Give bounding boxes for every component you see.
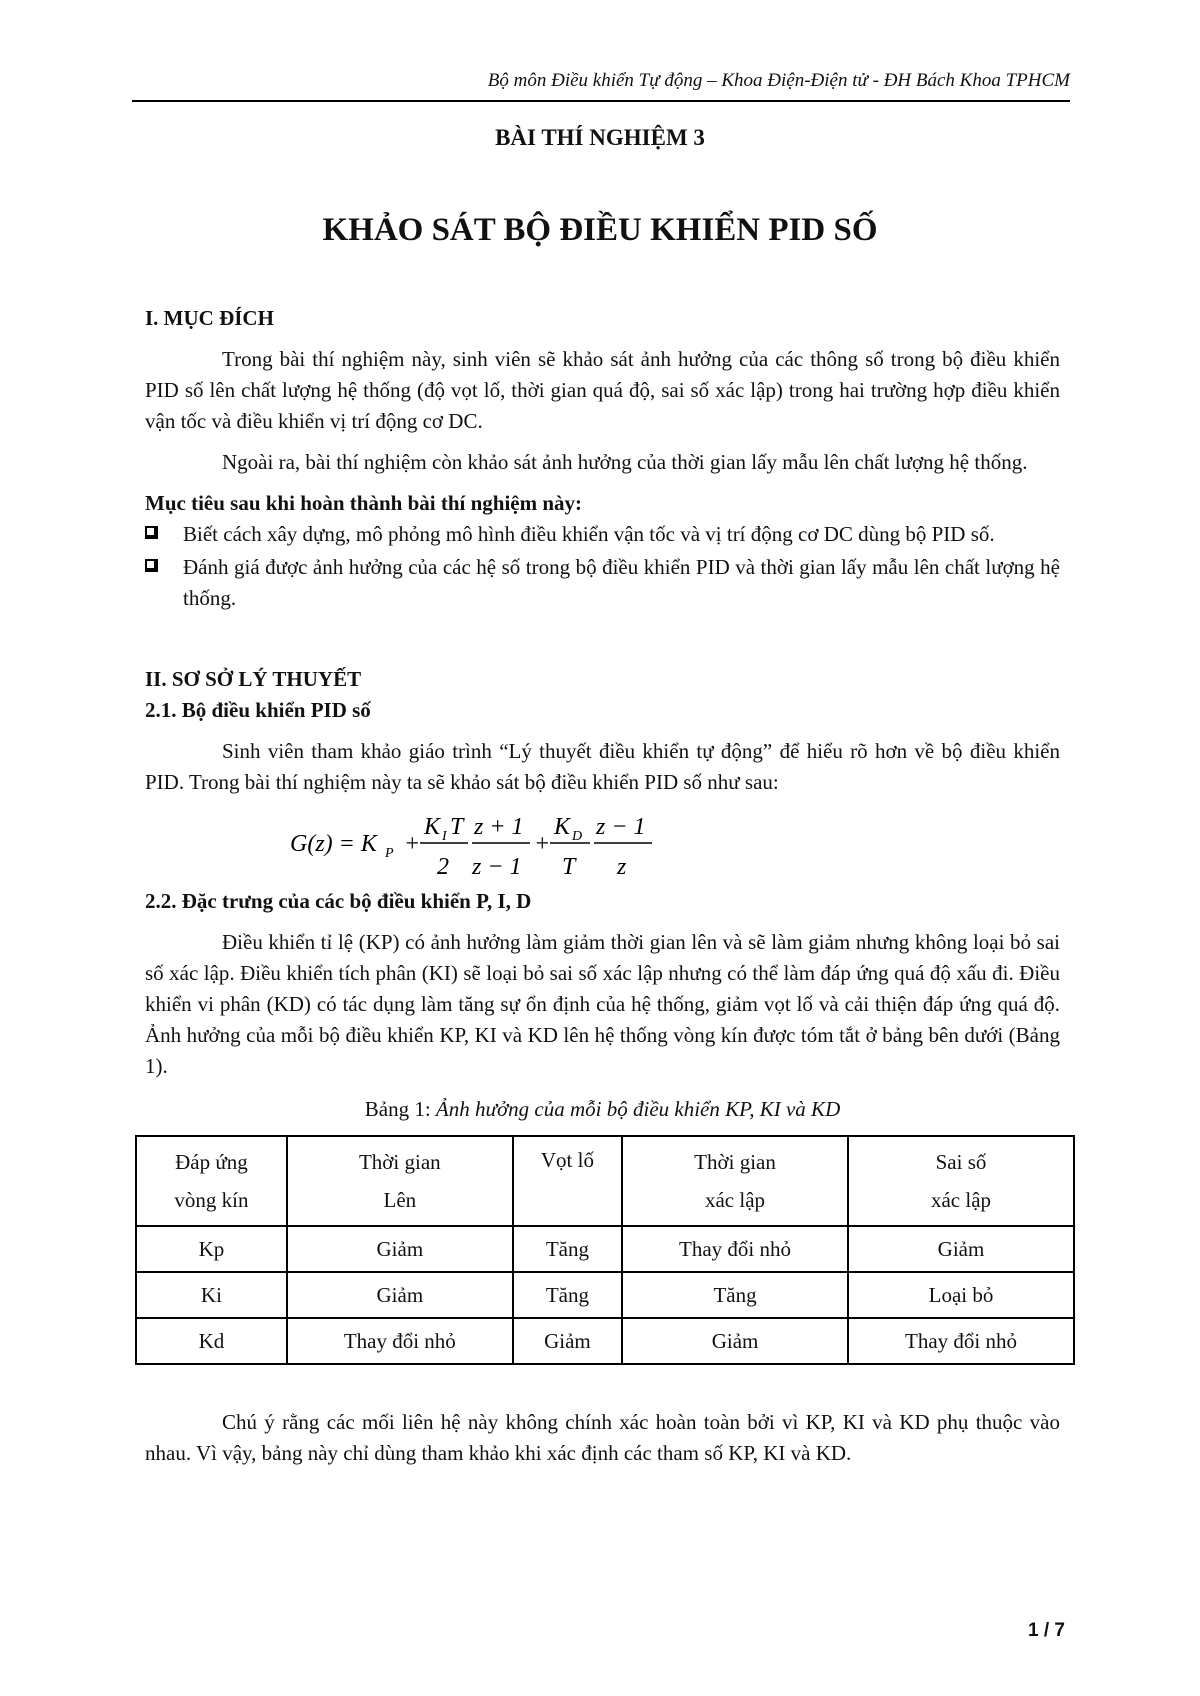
formula-z-minus-1: z − 1 <box>472 854 522 880</box>
table-caption-prefix: Bảng 1: <box>364 1097 436 1121</box>
table-cell: Giảm <box>513 1318 622 1364</box>
formula-kd-sub: D <box>572 829 583 844</box>
pid-formula <box>145 804 1060 882</box>
checkbox-bullet-icon <box>145 526 158 539</box>
table-header-cell: Thời gian Lên <box>287 1136 513 1226</box>
formula-z: z <box>617 854 627 880</box>
table-header-cell: Sai số xác lập <box>848 1136 1074 1226</box>
subsection-2-2-heading: 2.2. Đặc trưng của các bộ điều khiển P, I, D <box>145 889 532 913</box>
table-cell: Kd <box>136 1318 287 1364</box>
table-header-row <box>136 1136 1074 1226</box>
table-cell: Thay đổi nhỏ <box>622 1226 848 1272</box>
header-rule <box>132 100 1070 102</box>
subsection-2-1-heading: 2.1. Bộ điều khiển PID số <box>145 698 371 722</box>
document-body <box>145 303 1060 1469</box>
formula-plus-1: + <box>404 831 421 857</box>
table-note: Chú ý rằng các mối liên hệ này không chính xác hoàn toàn bởi vì KP, KI và KD phụ thuộc vào nhau. Vì vậy, bảng này chỉ dùng tham khảo khi xác định các tham số KP, KI và KD. <box>145 1410 1060 1465</box>
formula-ki: K <box>424 814 441 840</box>
formula-t-den: T <box>562 854 576 880</box>
table-row <box>136 1226 1074 1272</box>
objective-text: Đánh giá được ảnh hưởng của các hệ số trong bộ điều khiển PID và thời gian lấy mẫu lên chất lượng hệ thống. <box>183 555 1060 610</box>
formula-ki-sub: I <box>442 829 447 844</box>
table-cell: Kp <box>136 1226 287 1272</box>
section-1-heading: I. MỤC ĐÍCH <box>145 306 274 330</box>
page-header: Bộ môn Điều khiển Tự động – Khoa Điện-Điện tử - ĐH Bách Khoa TPHCM <box>487 70 1070 91</box>
table-cell: Tăng <box>513 1272 622 1318</box>
table-header-cell: Đáp ứng vòng kín <box>136 1136 287 1226</box>
table-cell: Giảm <box>622 1318 848 1364</box>
table-cell: Loại bỏ <box>848 1272 1074 1318</box>
subsection-2-1-paragraph: Sinh viên tham khảo giáo trình “Lý thuyết điều khiển tự động” để hiểu rõ hơn về bộ điều khiển PID. Trong bài thí nghiệm này ta sẽ khảo sát bộ điều khiển PID số như sau: <box>145 739 1060 794</box>
table-cell: Giảm <box>848 1226 1074 1272</box>
table-cell: Ki <box>136 1272 287 1318</box>
formula-lhs: G(z) = K <box>290 831 377 857</box>
pid-effects-table <box>135 1135 1075 1365</box>
formula-kp-sub: P <box>385 846 394 861</box>
objectives-list <box>145 519 1060 614</box>
formula-two: 2 <box>437 854 449 880</box>
table-header-cell: Vọt lố <box>513 1136 622 1226</box>
checkbox-bullet-icon <box>145 559 158 572</box>
table-cell: Thay đổi nhỏ <box>287 1318 513 1364</box>
table-cell: Tăng <box>622 1272 848 1318</box>
subsection-2-2-paragraph: Điều khiển tỉ lệ (KP) có ảnh hưởng làm giảm thời gian lên và sẽ làm giảm nhưng không loại bỏ sai số xác lập. Điều khiển tích phân (KI) sẽ loại bỏ sai số xác lập nhưng có thể làm đáp ứng quá độ xấu đi. Điều khiển vi phân (KD) có tác dụng làm tăng sự ổn định của hệ thống, giảm vọt lố và cải thiện đáp ứng quá độ. Ảnh hưởng của mỗi bộ điều khiển KP, KI và KD lên hệ thống vòng kín được tóm tắt ở bảng bên dưới (Bảng 1). <box>145 930 1060 1078</box>
objective-item <box>145 519 1060 550</box>
table-cell: Giảm <box>287 1226 513 1272</box>
table-row <box>136 1318 1074 1364</box>
formula-z-plus-1: z + 1 <box>474 814 524 840</box>
pid-formula-svg <box>290 804 810 882</box>
table-row <box>136 1272 1074 1318</box>
section-2-heading: II. SƠ SỞ LÝ THUYẾT <box>145 667 362 691</box>
objective-item <box>145 552 1060 614</box>
table-header-cell: Thời gian xác lập <box>622 1136 848 1226</box>
table-cell: Tăng <box>513 1226 622 1272</box>
objectives-title: Mục tiêu sau khi hoàn thành bài thí nghiệm này: <box>145 491 583 515</box>
table-caption <box>145 1094 1060 1125</box>
table-cell: Giảm <box>287 1272 513 1318</box>
formula-kd: K <box>554 814 571 840</box>
page-number: 1 / 7 <box>1028 1620 1065 1641</box>
objective-text: Biết cách xây dựng, mô phỏng mô hình điều khiển vận tốc và vị trí động cơ DC dùng bộ PID số. <box>183 522 995 546</box>
formula-t: T <box>450 814 464 840</box>
section-1-paragraph-2: Ngoài ra, bài thí nghiệm còn khảo sát ảnh hưởng của thời gian lấy mẫu lên chất lượng hệ thống. <box>222 450 1028 474</box>
section-1-paragraph-1: Trong bài thí nghiệm này, sinh viên sẽ khảo sát ảnh hưởng của các thông số trong bộ điều khiển PID số lên chất lượng hệ thống (độ vọt lố, thời gian quá độ, sai số xác lập) trong hai trường hợp điều khiển vận tốc và điều khiển vị trí động cơ DC. <box>145 347 1060 433</box>
lab-number: BÀI THÍ NGHIỆM 3 <box>495 125 705 150</box>
table-cell: Thay đổi nhỏ <box>848 1318 1074 1364</box>
table-caption-title: Ảnh hưởng của mỗi bộ điều khiển KP, KI và KD <box>435 1097 841 1121</box>
lab-title: KHẢO SÁT BỘ ĐIỀU KHIỂN PID SỐ <box>322 212 878 248</box>
formula-plus-2: + <box>534 831 551 857</box>
formula-z-minus-1-num: z − 1 <box>596 814 646 840</box>
